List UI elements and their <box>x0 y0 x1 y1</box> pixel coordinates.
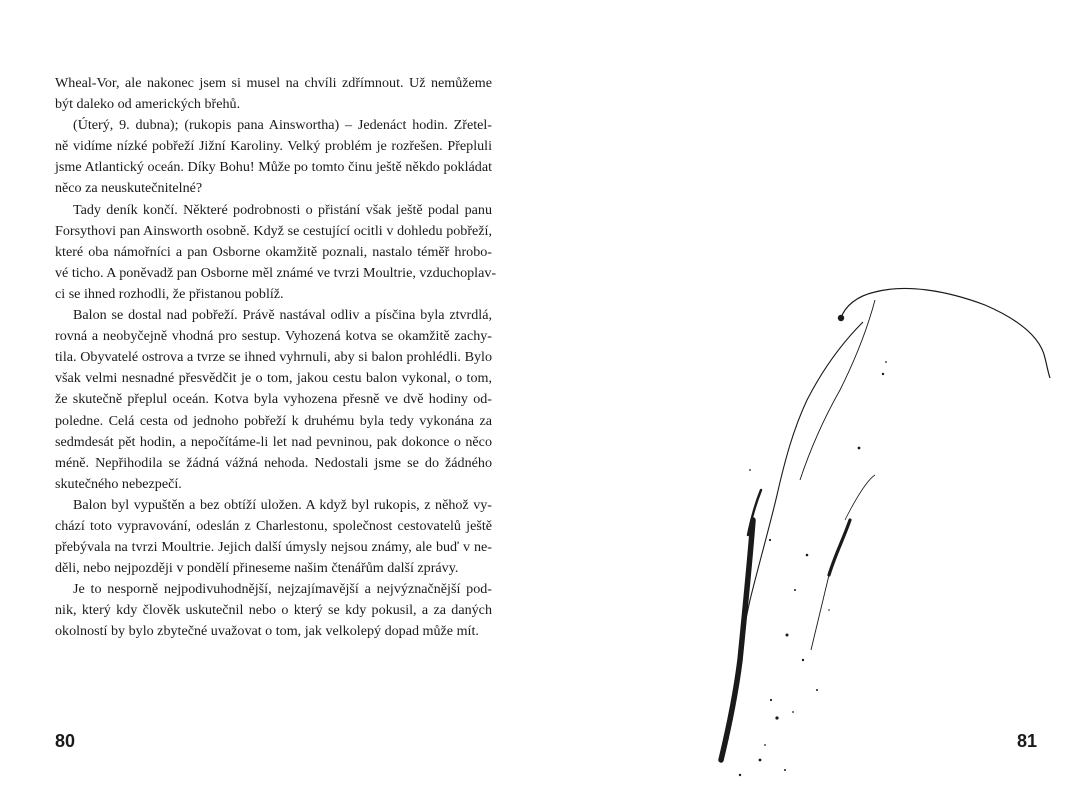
ink-right-stroke <box>829 520 850 575</box>
text-line: (Úterý, 9. dubna); (rukopis pana Ainswortha) – Jedenáct hodin. Zřetel- <box>73 117 492 134</box>
text-line: Forsythovi pan Ainsworth osobně. Když se cestující ocitli v dohledu pobřeží, <box>55 222 492 239</box>
page-number-right: 81 <box>1017 731 1038 751</box>
text-line: chází toto vypravování, odeslán z Charlestonu, společnost cestovatelů ještě <box>55 517 492 534</box>
right-page <box>545 0 1089 800</box>
text-line: Tady deník končí. Některé podrobnosti o přistání však ještě podal panu <box>73 201 492 218</box>
text-line: vé ticho. A poněvadž pan Osborne měl známé ve tvrzi Moultrie, vzduchoplav- <box>55 264 497 281</box>
text-line: nik, který kdy člověk uskutečnil nebo o který se kdy pokusil, a za daných <box>55 602 492 619</box>
text-line: Balon se dostal nad pobřeží. Právě nastával odliv a písčina byla ztvrdlá, <box>73 307 492 324</box>
ink-illustration <box>545 0 1089 800</box>
text-line: rovná a neobyčejně vhodná pro sestup. Vyhozená kotva se okamžitě zachy- <box>55 328 492 345</box>
text-line: Wheal-Vor, ale nakonec jsem si musel na chvíli zdřímnout. Už nemůžeme <box>55 75 492 91</box>
text-line: přebývala na tvrzi Moultrie. Jejich další úmysly nejsou známy, ale buď v ne- <box>55 539 492 556</box>
text-line: něco za neuskutečnitelné? <box>55 180 203 197</box>
text-line: děli, nebo nejpozději v pondělí přineseme našim čtenářům další zprávy. <box>55 560 459 577</box>
text-line: ci se ihned rozhodli, že přistanou poblíž. <box>55 285 284 302</box>
ink-splatter <box>739 361 887 776</box>
text-line: být daleko od amerických břehů. <box>55 96 241 113</box>
text-line: ně vidíme nízké pobřeží Jižní Karoliny. Velký problém je rozřešen. Přepluli <box>55 138 492 155</box>
ink-curl <box>845 475 875 520</box>
text-line: okolností by bylo zbytečné uvažovat o tom, jak velkolepý dopad může mít. <box>55 623 479 640</box>
ink-bold-stroke <box>721 520 753 760</box>
text-line: však velmi nesnadné přesvědčit je o tom, jakou cestu balon vykonal, o tom, <box>55 370 492 387</box>
page-number-left: 80 <box>55 731 76 751</box>
ink-right-thin <box>811 575 829 650</box>
ink-blob <box>838 315 844 321</box>
text-line: sedmdesát pět hodin, a nepočítáme-li let nad pevninou, pak dokonce o něco <box>55 433 492 450</box>
text-line: méně. Nepřihodila se žádná vážná nehoda. Nedostali jsme se do žádného <box>55 454 492 471</box>
text-line: poledne. Celá cesta od jednoho pobřeží k druhému byla tedy vykonána za <box>55 412 492 429</box>
ink-arc-stroke <box>841 288 1050 378</box>
text-line: jsme Atlantický oceán. Díky Bohu! Může po tomto činu ještě někdo pokládat <box>55 159 492 176</box>
text-line: skutečného nebezpečí. <box>55 475 182 492</box>
text-line: tila. Obyvatelé ostrova a tvrze se ihned vyhrnuli, aby si balon prohlédli. Bylo <box>55 349 492 366</box>
text-line: že skutečně přeplul oceán. Kotva byla vyhozena přesně ve dvě hodiny od- <box>55 391 492 408</box>
ink-middle-stroke <box>800 300 875 480</box>
body-text <box>55 73 497 643</box>
text-line: Je to nesporně nejpodivuhodnější, nejzajímavější a nejvýznačnější pod- <box>73 581 492 598</box>
text-line: Balon byl vypuštěn a bez obtíží uložen. A když byl rukopis, z něhož vy- <box>73 496 492 513</box>
text-line: které oba námořníci a pan Osborne okamžitě poznali, nastalo téměř hrobo- <box>55 243 492 260</box>
